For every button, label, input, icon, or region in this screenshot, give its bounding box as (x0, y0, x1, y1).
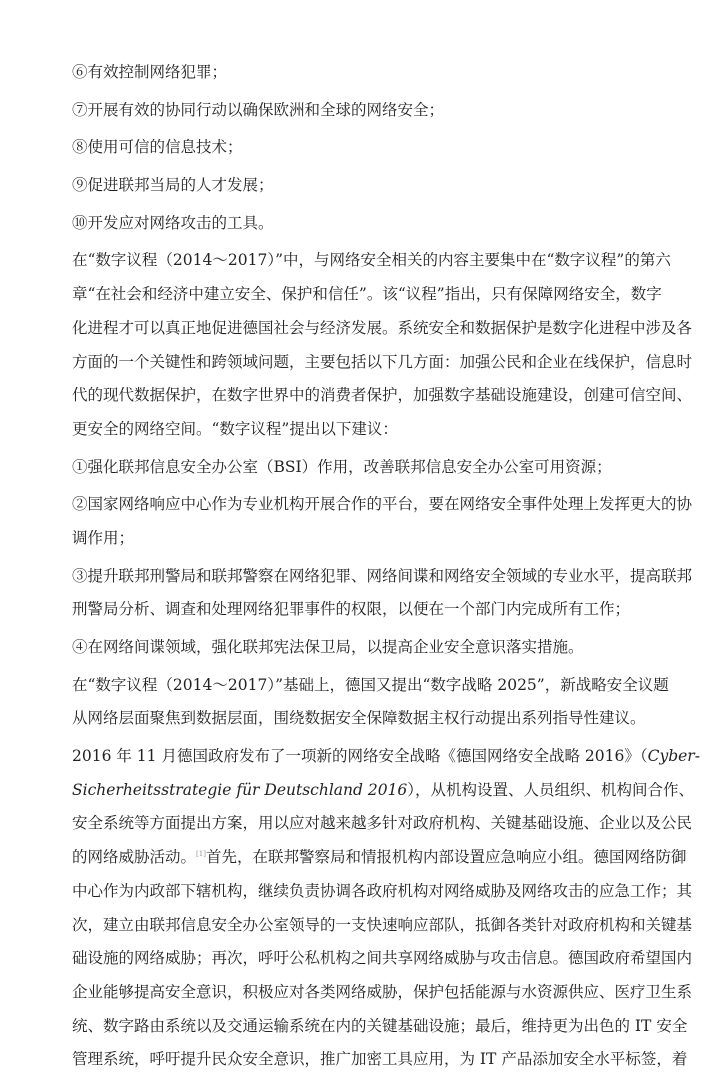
text-line: 从网络层面聚焦到数据层面，围绕数据安全保障数据主权行动提出系列指导性建议。 (72, 709, 646, 728)
text-line: 在“数字议程（2014～2017）”中，与网络安全相关的内容主要集中在“数字议程”的第六 (72, 251, 671, 270)
text-line: 方面的一个关键性和跨领域问题，主要包括以下几方面：加强公民和企业在线保护，信息时 (72, 352, 693, 371)
text-line: 调作用； (72, 528, 135, 547)
strategy-line: 统、数字路由系统以及交通运输系统在内的关键基础设施；最后，维持更为出色的 IT 安全 (72, 1016, 688, 1035)
text-line: ⑧使用可信的信息技术； (72, 138, 243, 157)
strategy-line-3: 安全系统等方面提出方案，用以应对越来越多针对政府机构、关键基础设施、企业以及公民 (72, 814, 693, 833)
strategy-line: 础设施的网络威胁；再次，呼吁公私机构之间共享网络威胁与攻击信息。德国政府希望国内 (72, 949, 693, 968)
text-line: 在“数字议程（2014～2017）”基础上，德国又提出“数字战略 2025”，新战略安全议题 (72, 675, 669, 694)
text-line: 章“在社会和经济中建立安全、保护和信任”。该“议程”指出，只有保障网络安全，数字 (72, 285, 662, 304)
text-line: ⑨促进联邦当局的人才发展； (72, 176, 274, 195)
strategy-line: 中心作为内政部下辖机构，继续负责协调各政府机构对网络威胁及网络攻击的应急工作；其 (72, 881, 693, 900)
text-line: 代的现代数据保护，在数字世界中的消费者保护，加强数字基础设施建设，创建可信空间、 (72, 386, 693, 405)
text-line: ③提升联邦刑警局和联邦警察在网络犯罪、网络间谍和网络安全领域的专业水平，提高联邦 (72, 566, 693, 585)
text-line: ②国家网络响应中心作为专业机构开展合作的平台，要在网络安全事件处理上发挥更大的协 (72, 495, 693, 514)
strategy-line-2: Sicherheitsstrategie für Deutschland 2016），从机构设置、人员组织、机构间合作、 (72, 780, 695, 799)
footnote-ref: [1] (196, 849, 206, 858)
text-line: 刑警局分析、调查和处理网络犯罪事件的权限，以便在一个部门内完成所有工作； (72, 600, 631, 619)
text-line: ④在网络间谍领域，强化联邦宪法保卫局，以提高企业安全意识落实措施。 (72, 638, 584, 656)
text-line: 更安全的网络空间。“数字议程”提出以下建议： (72, 419, 398, 438)
strategy-line: 次，建立由联邦信息安全办公室领导的一支快速响应部队，抵御各类针对政府机构和关键基 (72, 915, 693, 934)
text-line: ⑥有效控制网络犯罪； (72, 63, 228, 81)
text-line: ⑦开展有效的协同行动以确保欧洲和全球的网络安全； (72, 100, 445, 119)
text-body (72, 56, 700, 1077)
strategy-line-1: 2016 年 11 月德国政府发布了一项新的网络安全战略《德国网络安全战略 2016》（Cyber- (72, 747, 700, 766)
text-line: 化进程才可以真正地促进德国社会与经济发展。系统安全和数据保护是数字化进程中涉及各 (72, 318, 693, 337)
text-line: ⑩开发应对网络攻击的工具。 (72, 213, 274, 232)
strategy-line: 管理系统，呼吁提升民众安全意识，推广加密工具应用，为 IT 产品添加安全水平标签，着 (72, 1050, 688, 1069)
strategy-line: 企业能够提高安全意识，积极应对各类网络威胁，保护包括能源与水资源供应、医疗卫生系 (72, 982, 693, 1001)
text-line: ①强化联邦信息安全办公室（BSI）作用，改善联邦信息安全办公室可用资源； (72, 457, 612, 476)
strategy-line-4: 的网络威胁活动。[1]首先，在联邦警察局和情报机构内部设置应急响应小组。德国网络防御 (72, 848, 687, 867)
